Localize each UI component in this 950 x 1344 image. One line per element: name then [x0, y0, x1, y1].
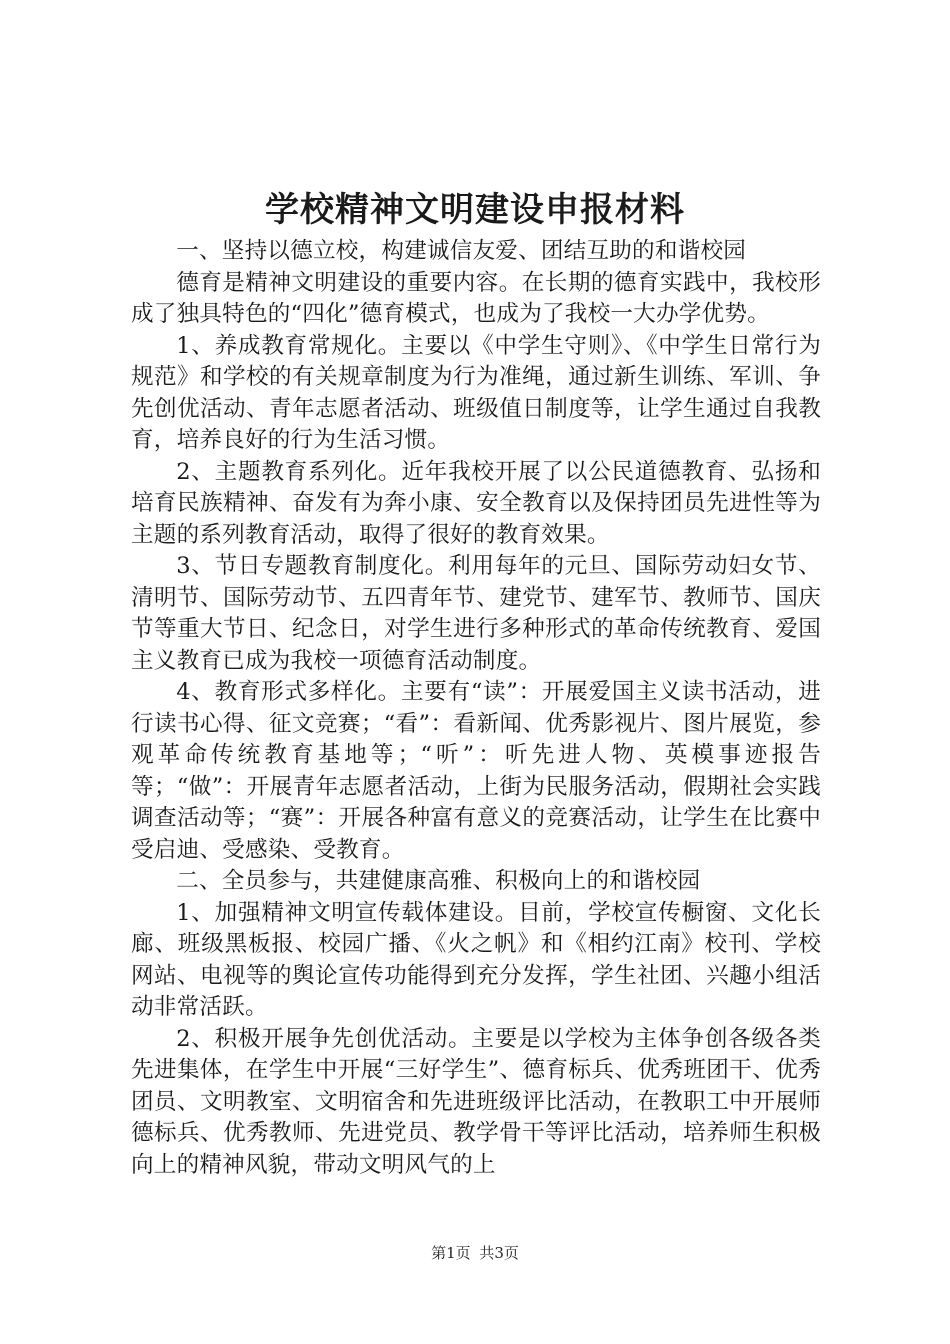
paragraph-item-2: 2、主题教育系列化。近年我校开展了以公民道德教育、弘扬和培育民族精神、奋发有为奔小康、安全教育以及保持团员先进性等为主题的系列教育活动，取得了很好的教育效果。: [131, 458, 821, 548]
paragraph-item-4: 4、教育形式多样化。主要有“读”：开展爱国主义读书活动，进行读书心得、征文竞赛；“看”：看新闻、优秀影视片、图片展览，参观革命传统教育基地等；“听”：听先进人物、英模事迹报告等；“做”：开展青年志愿者活动，上街为民服务活动，假期社会实践调查活动等；“赛”：开展各种富有意义的竞赛活动，让学生在比赛中受启迪、受感染、受教育。: [131, 679, 821, 863]
document-body: [131, 236, 821, 1181]
document-title: 学校精神文明建设申报材料: [265, 190, 685, 230]
paragraph-section2-item-1: 1、加强精神文明宣传载体建设。目前，学校宣传橱窗、文化长廊、班级黑板报、校园广播、《火之帆》和《相约江南》校刊、学校网站、电视等的舆论宣传功能得到充分发挥，学生社团、兴趣小组活动非常活跃。: [131, 899, 821, 1020]
page-footer: [0, 1243, 950, 1263]
section-heading-2: 二、全员参与，共建健康高雅、积极向上的和谐校园: [176, 868, 701, 894]
section-heading-1: 一、坚持以德立校，构建诚信友爱、团结互助的和谐校园: [176, 238, 747, 264]
page-total: 共3页: [479, 1244, 519, 1262]
paragraph-intro: 德育是精神文明建设的重要内容。在长期的德育实践中，我校形成了独具特色的“四化”德育模式，也成为了我校一大办学优势。: [131, 269, 821, 327]
paragraph-item-3: 3、节日专题教育制度化。利用每年的元旦、国际劳动妇女节、清明节、国际劳动节、五四青年节、建党节、建军节、教师节、国庆节等重大节日、纪念日，对学生进行多种形式的革命传统教育、爱国主义教育已成为我校一项德育活动制度。: [131, 553, 821, 674]
page-number: 第1页: [431, 1244, 471, 1262]
paragraph-item-1: 1、养成教育常规化。主要以《中学生守则》、《中学生日常行为规范》和学校的有关规章制度为行为准绳，通过新生训练、军训、争先创优活动、青年志愿者活动、班级值日制度等，让学生通过自我教育，培养良好的行为生活习惯。: [131, 332, 821, 453]
paragraph-section2-item-2: 2、积极开展争先创优活动。主要是以学校为主体争创各级各类先进集体，在学生中开展“三好学生”、德育标兵、优秀班团干、优秀团员、文明教室、文明宿舍和先进班级评比活动，在教职工中开展师德标兵、优秀教师、先进党员、教学骨干等评比活动，培养师生积极向上的精神风貌，带动文明风气的上: [131, 1025, 821, 1178]
